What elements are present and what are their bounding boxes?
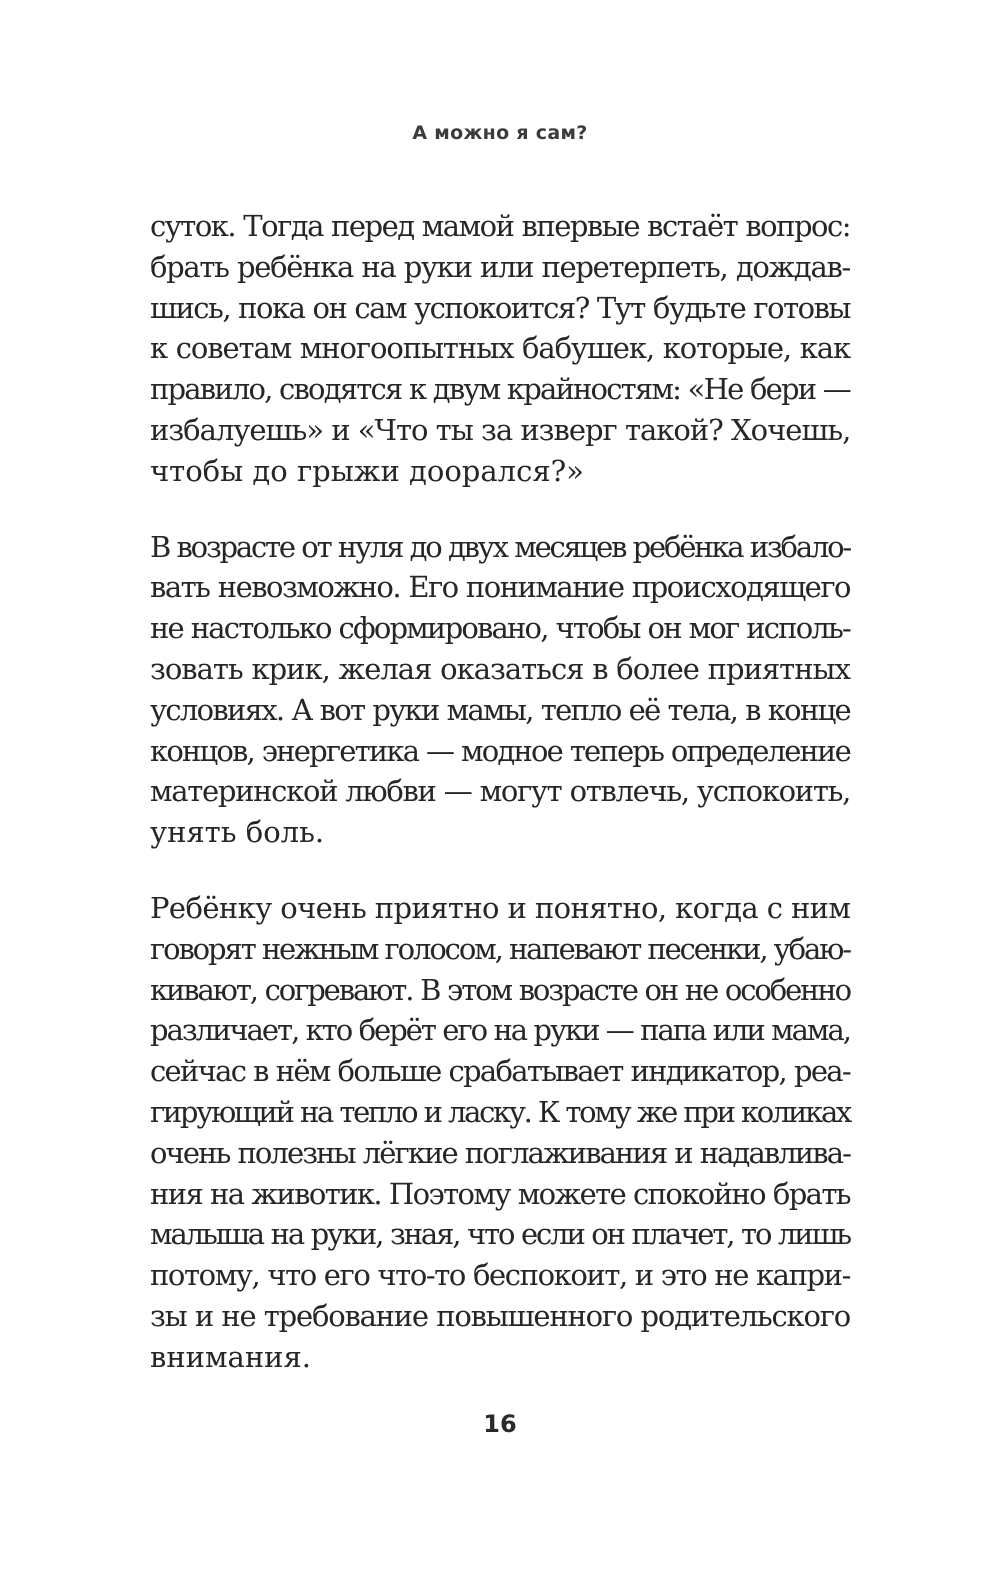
text-line: различает, кто берёт его на руки — папа или мама,: [150, 1013, 850, 1048]
text-line: зы и не требование повышенного родительского: [150, 1298, 850, 1333]
body-text: [150, 206, 850, 1378]
text-line: малыша на руки, зная, что если он плачет, то лишь: [150, 1217, 850, 1252]
text-line: говорят нежным голосом, напевают песенки, убаю-: [150, 931, 850, 966]
text-line: материнской любви — могут отвлечь, успокоить,: [150, 774, 850, 809]
text-line: суток. Тогда перед мамой впервые встаёт вопрос:: [150, 209, 850, 243]
text-line: вать невозможно. Его понимание происходящего: [150, 570, 850, 605]
paragraph-3: [150, 888, 850, 1378]
text-line: потому, что его что-то беспокоит, и это не капри-: [150, 1258, 850, 1293]
text-line: правило, сводятся к двум крайностям: «Не бери —: [150, 372, 850, 407]
text-line: гирующий на тепло и ласку. К тому же при коликах: [150, 1094, 850, 1129]
text-line: зовать крик, желая оказаться в более приятных: [150, 651, 850, 686]
text-line: концов, энергетика — модное теперь определение: [150, 733, 850, 768]
text-line: сейчас в нём больше срабатывает индикатор, реа-: [150, 1054, 850, 1089]
text-line: условиях. А вот руки мамы, тепло её тела, в конце: [150, 692, 850, 727]
text-line: унять боль.: [150, 815, 325, 850]
text-line: очень полезны лёгкие поглаживания и надавлива-: [150, 1135, 850, 1170]
running-header: А можно я сам?: [412, 122, 588, 144]
paragraph-1: [150, 206, 850, 492]
paragraph-2: [150, 527, 850, 853]
page-number: 16: [483, 1410, 517, 1438]
text-line: внимания.: [150, 1339, 312, 1374]
text-line: избалуешь» и «Что ты за изверг такой? Хочешь,: [150, 412, 851, 447]
text-line: брать ребёнка на руки или перетерпеть, дождав-: [150, 249, 850, 284]
text-line: Ребёнку очень приятно и понятно, когда с ним: [150, 890, 851, 925]
text-line: к советам многоопытных бабушек, которые, как: [150, 331, 850, 366]
text-line: чтобы до грыжи доорался?»: [150, 453, 584, 488]
text-line: В возрасте от нуля до двух месяцев ребёнка избало-: [150, 529, 850, 564]
text-line: шись, пока он сам успокоится? Тут будьте готовы: [150, 290, 850, 325]
text-line: ния на животик. Поэтому можете спокойно брать: [150, 1176, 850, 1211]
text-line: не настолько сформировано, чтобы он мог исполь-: [150, 611, 850, 646]
text-line: кивают, согревают. В этом возрасте он не особенно: [150, 972, 850, 1007]
